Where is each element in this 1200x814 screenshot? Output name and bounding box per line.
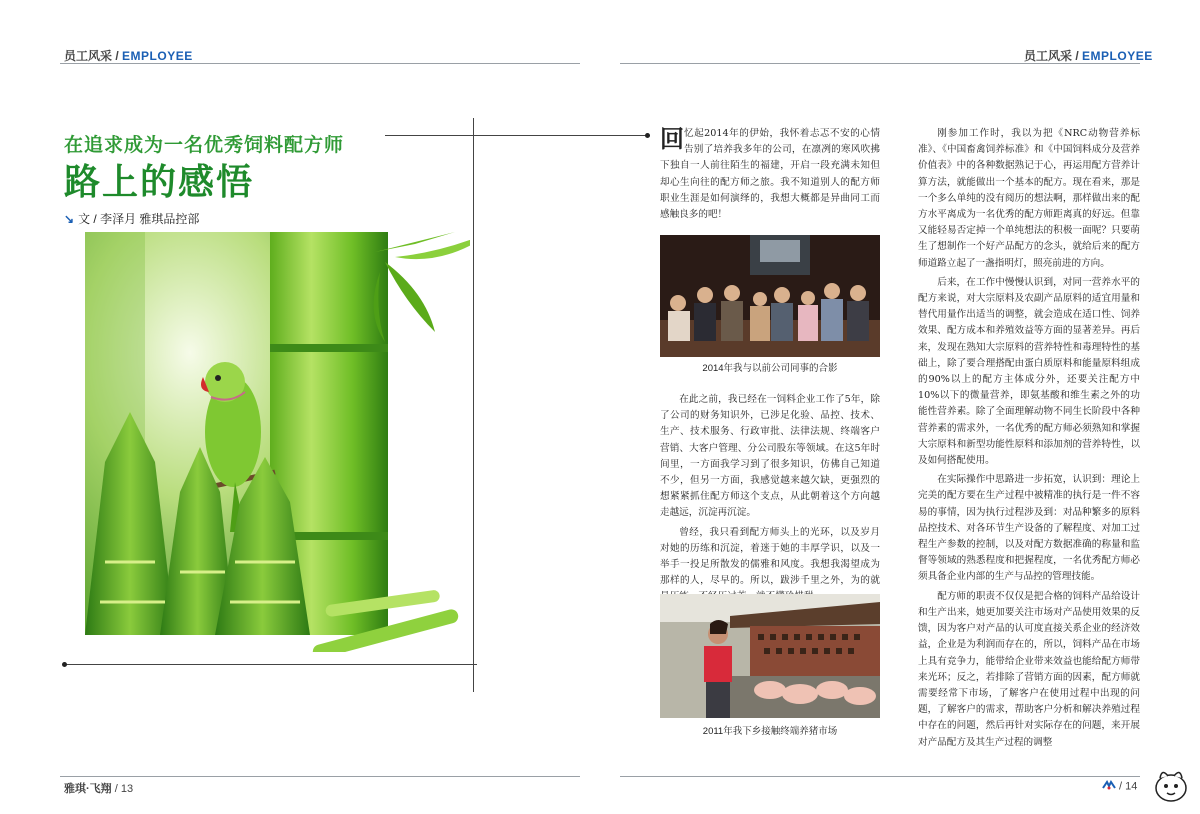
paragraph-2: 在此之前，我已经在一饲料企业工作了5年，除了公司的财务知识外，已涉足化验、品控、技术、生产、技术服务、行政审批、法律法规、终端客户营销、大客户管理、分公司股东等领域。在这5年时间里，一方面我学习到了很多知识，仿佛自己知道不少，但另一方面，我感觉越来越欠缺，更强烈的想紧紧抓住配方师这个支点，从此朝着这个方向越走越远，沉淀再沉淀。 [660, 394, 880, 519]
frame-dot-bottom [62, 662, 67, 667]
paragraph-5: 后来，在工作中慢慢认识到，对同一营养水平的配方来说，对大宗原料及农副产品原料的适宜用量和替代用量作出适当的调整，就会造成在适口性、饲养效果、配方成本和养殖效益等方面的显著差异。再后来，发现在熟知大宗原料的营养特性和毒理特性的基础上，除了要合理搭配由蛋白质原料和能量原料组成的90%以上的配方主体成分外，还要关注配方中10%以下的微量营养，即氨基酸和维生素之外的功能性营养素。除了全面理解动物不同生长阶段中各种营养素的需求外，一名优秀的配方师必须熟知和掌握大宗原料和新型功能性原料和添加剂的营养特性，以及如何搭配使用。 [918, 276, 1140, 467]
header-right-cn: 员工风采 [1024, 49, 1073, 63]
article-subtitle: 在追求成为一名优秀饲料配方师 [64, 134, 345, 156]
caption-group-photo: 2014年我与以前公司同事的合影 [702, 363, 838, 374]
header-left-sep: / [112, 49, 123, 63]
header-left-cn: 员工风采 [64, 49, 113, 63]
header-left [64, 47, 193, 64]
frame-dot-top [645, 133, 650, 138]
header-right-sep: / [1072, 49, 1083, 63]
header-left-en: EMPLOYEE [122, 49, 193, 63]
paragraph-7: 配方师的职责不仅仅是把合格的饲料产品给设计和生产出来，她更加要关注市场对产品使用效果的反馈，因为客户对产品的认可度直接关系企业的经济效益，企业是为利润而存在的，所以，饲料产品在市场上具有竞争力，能带给企业带来效益也能给配方师带来光环；反之，若排除了营销方面的因素，配方师就需要经常下市场，了解客户在使用过程中出现的问题，了解客户的需求，帮助客户分析和解决养殖过程中存在的问题，然后再针对实际存在的问题，来开展对产品配方及其生产过程的调整 [918, 590, 1140, 748]
footer-right-page: / 14 [1116, 780, 1138, 793]
footer-rule-right [620, 776, 1140, 777]
footer-left [64, 780, 133, 796]
paragraph-4: 刚参加工作时，我以为把《NRC动物营养标准》、《中国畜禽饲养标准》和《中国饲料成分及营养价值表》中的各种数据熟记于心，再运用配方营养计算方法，就能做出一个基本的配方。现在看来，那是一个多么单纯的没有阅历的想法啊，那样做出来的配方水平离成为一名优秀的配方师距离真的好远。但靠又能轻易否定掉一个单纯想法的积极一面呢？只要萌生了想制作一个好产品配方的念头，就给后来的配方师道路立起了一盏指明灯，照亮前进的方向。 [918, 128, 1140, 269]
footer-rule-left [60, 776, 580, 777]
header-rule-right [620, 63, 1140, 64]
byline-mark-icon: ↘ [64, 212, 75, 226]
paragraph-1 [660, 126, 880, 223]
caption-pig-farm: 2011年我下乡接触终端养猪市场 [702, 726, 838, 737]
dropcap: 回 [660, 124, 684, 153]
footer-right [1102, 780, 1137, 793]
paragraph-1-text: 忆起2014年的伊始，我怀着忐忑不安的心情告别了培养我多年的公司，在凛冽的寒风吹拂下独自一人前往陌生的福建，开启一段充满未知但却心生向往的配方师之旅。我不知道别人的配方师职业生涯是如何演绎的，我想大概都是异曲同工而感触良多的吧！ [660, 128, 880, 221]
header-rule-left [60, 63, 580, 64]
header-right [1024, 47, 1153, 64]
paragraph-3: 曾经，我只看到配方师头上的光环，以及岁月对她的历练和沉淀，着迷于她的丰厚学识，以及一举手一投足所散发的儒雅和风度。我想我渴望成为那样的人，尽早的。所以，跋涉千里之外，为的就 [660, 526, 880, 587]
pig-farm-photo [660, 594, 880, 718]
byline-text: 文 / 李泽月 雅琪品控部 [78, 212, 200, 226]
byline [64, 210, 199, 227]
frame-vertical-line [473, 118, 474, 692]
footer-brand: 雅琪·飞翔 [64, 783, 112, 795]
frame-bottom-line [64, 664, 477, 665]
logo-icon [1102, 780, 1116, 793]
paragraph-6: 在实际操作中思路进一步拓宽，认识到：理论上完美的配方要在生产过程中被精准的执行是一件不容易的事情，因为执行过程涉及到：对品种繁多的原料品控技术、对各环节生产设备的了解程度、对加工过程生产参数的控制，以及对配方数据准确的称量和监督等领域的熟悉程度和把握程度，一名优秀配方师必须具备企业内部的生产与品控的管理技能。 [918, 474, 1140, 583]
article-column-1-continued [660, 392, 880, 609]
mascot-icon [1152, 764, 1190, 804]
bamboo-parrot-image [85, 232, 470, 652]
article-column-2 [918, 126, 1140, 754]
group-photo [660, 235, 880, 357]
article-title: 路上的感悟 [64, 161, 255, 203]
article-column-1 [660, 126, 880, 226]
header-right-en: EMPLOYEE [1082, 49, 1153, 63]
frame-top-line [385, 135, 650, 136]
footer-left-page: / 13 [111, 783, 134, 795]
